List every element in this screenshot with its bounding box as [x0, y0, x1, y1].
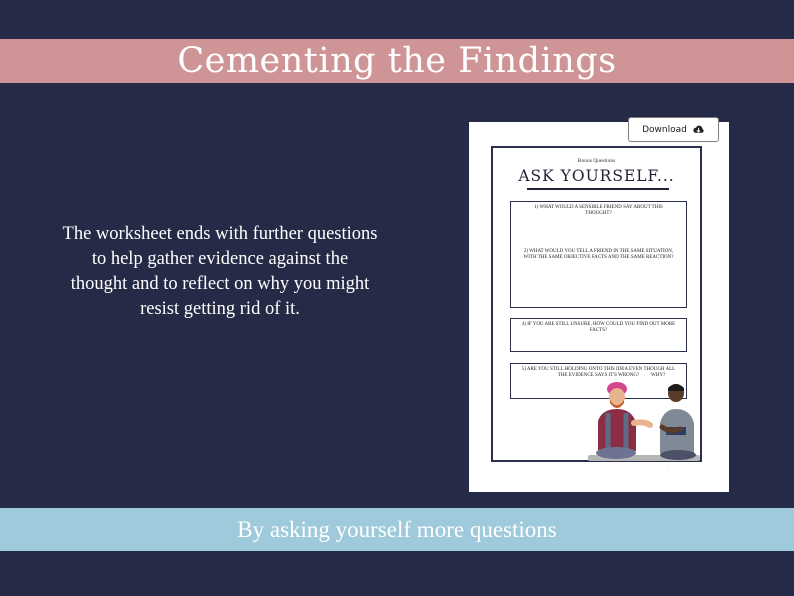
question-2: 2) WHAT WOULD YOU TELL A FRIEND IN THE SAME SITUATION, WITH THE SAME OBJECTIVE FACTS AND THE SAME REACTION? [523, 249, 674, 260]
question-4: 4) IF YOU ARE STILL UNSURE, HOW COULD YOU FIND OUT MORE FACTS? [521, 322, 676, 333]
question-box-1 [510, 201, 687, 308]
question-box-4 [510, 318, 687, 352]
footer-caption: By asking yourself more questions [237, 516, 557, 542]
heading-underline [527, 188, 669, 190]
download-label: Download [642, 124, 687, 135]
worksheet-heading: ASK YOURSELF... [518, 167, 675, 185]
worksheet-credit: ~ [667, 465, 670, 469]
friends-illustration [584, 373, 704, 468]
download-button[interactable] [628, 117, 719, 142]
question-1: 1) WHAT WOULD A SENSIBLE FRIEND SAY ABOUT THIS THOUGHT? [534, 205, 663, 216]
title-band [0, 39, 794, 83]
slide-title: Cementing the Findings [177, 41, 617, 81]
question-5: 5) ARE YOU STILL HOLDING ONTO THIS IDEA EVEN THOUGH ALL THE EVIDENCE SAYS IT'S WRONG? [521, 367, 676, 378]
worksheet-subheading: Bonus Questions [577, 158, 616, 164]
footer-band [0, 508, 794, 551]
cloud-download-icon [692, 124, 705, 135]
worksheet-frame [491, 146, 702, 462]
question-5-why: WHY? [651, 373, 666, 378]
slide-body-text: The worksheet ends with further questions to help gather evidence against the thought and to reflect on why you might resist getting rid of it. [62, 224, 378, 319]
